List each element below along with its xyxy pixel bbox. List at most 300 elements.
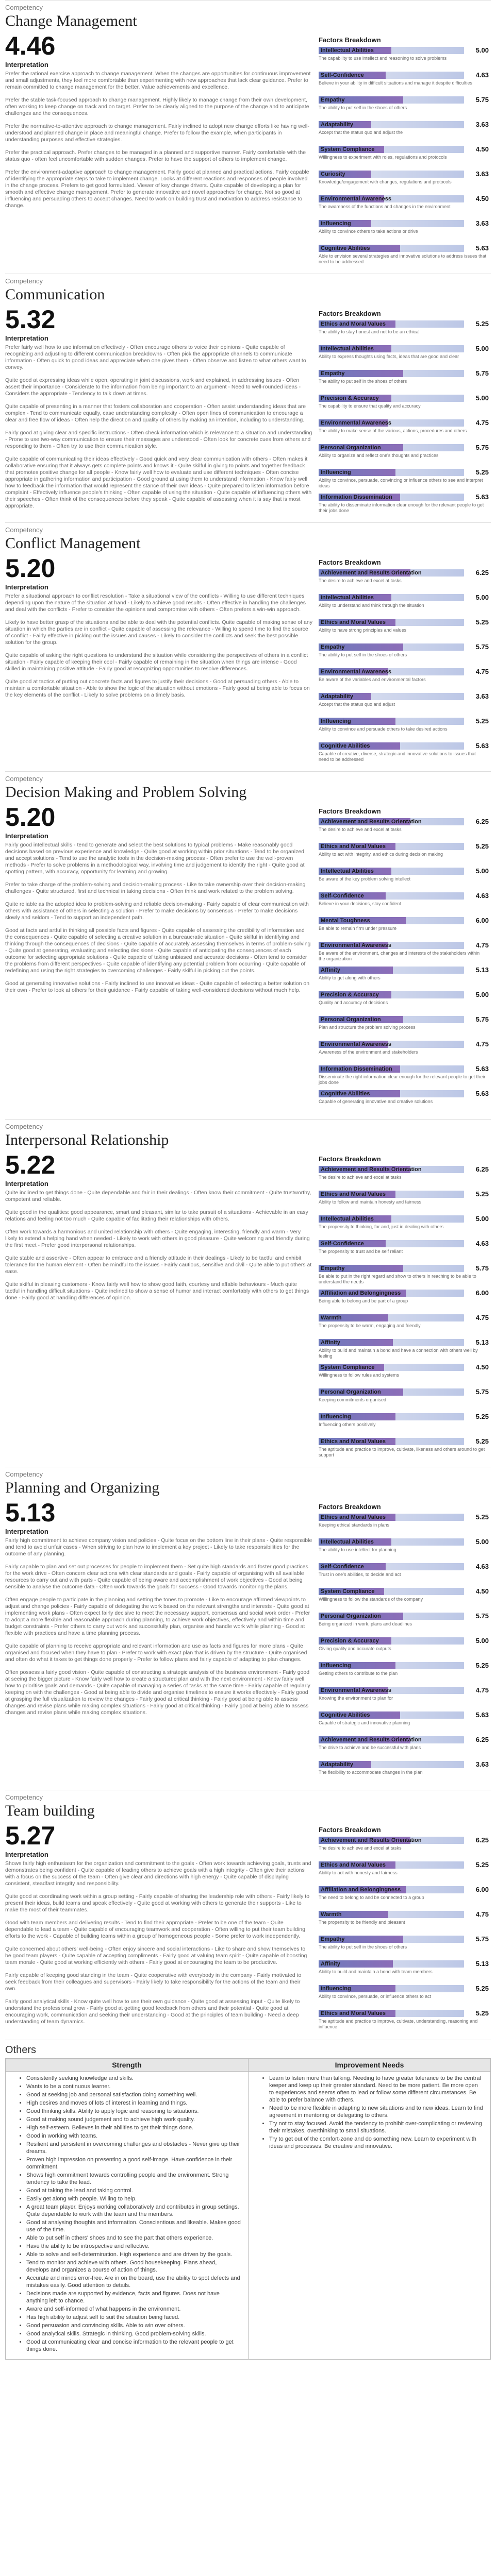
factor-bar (319, 1637, 464, 1645)
factor-row (319, 1936, 489, 1960)
interpretation-column (5, 804, 312, 1000)
factor-name: Information Dissemination (321, 1066, 392, 1072)
factor-row (319, 1637, 489, 1662)
factor-row (319, 121, 489, 146)
factor-score: 5.63 (475, 742, 489, 750)
factor-score: 3.63 (475, 170, 489, 178)
competency-title: Planning and Organizing (5, 1479, 160, 1496)
factor-score: 5.13 (475, 966, 489, 974)
competency-section (5, 771, 491, 1115)
factor-row (319, 693, 489, 718)
factor-score: 3.63 (475, 1760, 489, 1768)
factor-name: Achievement and Results Orientation (321, 1737, 422, 1743)
factor-row (319, 96, 489, 121)
strength-item: • Good at taking the lead and taking control. (26, 2187, 241, 2194)
interpretation-paragraph: Quite good at coordinating work within a group setting - Fairly capable of sharing the leadership role with others - Fairly likely to present their ideas, build teams and speak effectively - Quite good at working with others to generate their supports - Like to make the most of their teammates. (5, 1893, 310, 1913)
interpretation-label: Interpretation (5, 832, 48, 840)
competency-label: Competency (5, 1470, 43, 1478)
factor-name: Ethics and Moral Values (321, 1438, 386, 1445)
factor-bar (319, 2010, 464, 2017)
factor-name: Affiliation and Belongingness (321, 1887, 401, 1893)
strength-item: • Have the ability to be introspective and reflective. (26, 2243, 241, 2250)
factor-score: 5.00 (475, 991, 489, 998)
factor-score: 6.00 (475, 1289, 489, 1297)
factor-bar (319, 1215, 464, 1223)
factor-bar (319, 220, 464, 227)
factor-score: 4.75 (475, 1686, 489, 1694)
factor-description: Ability to get along with others (319, 975, 381, 980)
factor-row (319, 1736, 489, 1761)
factor-row (319, 1662, 489, 1687)
competency-body (5, 1500, 491, 1786)
factor-row (319, 444, 489, 469)
factor-name: Adaptability (321, 693, 353, 700)
factor-bar (319, 1861, 464, 1869)
factor-name: Achievement and Results Orientation (321, 1166, 422, 1173)
factor-row (319, 1514, 489, 1538)
factor-row (319, 146, 489, 171)
competency-section (5, 1467, 491, 1786)
factors-breakdown (319, 1823, 489, 2035)
strength-item: • Good at seeking job and personal satisfaction doing something well. (26, 2091, 241, 2098)
factor-bar (319, 843, 464, 850)
competency-title: Decision Making and Problem Solving (5, 784, 247, 801)
competency-score: 5.13 (5, 1498, 56, 1527)
factor-bar (319, 942, 464, 949)
interpretation-label: Interpretation (5, 1851, 48, 1858)
factor-score: 5.75 (475, 444, 489, 451)
interpretation-paragraphs (5, 344, 312, 510)
factor-score: 5.75 (475, 643, 489, 651)
factors-title: Factors Breakdown (319, 1826, 381, 1834)
factor-name: Cognitive Abilities (321, 245, 370, 251)
competency-score: 5.27 (5, 1821, 56, 1850)
factor-description: The desire to achieve and excel at tasks (319, 1845, 402, 1851)
competency-score: 5.20 (5, 554, 56, 583)
factor-description: Ability to convince others to take actions or drive (319, 229, 418, 234)
factor-description: The propensity to be warm, engaging and friendly (319, 1323, 421, 1328)
factors-breakdown (319, 307, 489, 518)
factor-name: Environmental Awareness (321, 1687, 391, 1693)
factor-bar (319, 1837, 464, 1844)
factor-score: 4.63 (475, 892, 489, 900)
competency-label: Competency (5, 4, 43, 11)
factor-name: Influencing (321, 469, 351, 476)
factor-score: 5.25 (475, 468, 489, 476)
factor-description: The ability to put self in the shoes of others (319, 105, 407, 110)
factor-description: The flexibility to accommodate changes in the plan (319, 1770, 423, 1775)
factor-bar (319, 1761, 464, 1768)
competency-title: Change Management (5, 12, 137, 29)
interpretation-paragraph: Quite inclined to get things done - Quite dependable and fair in their dealings - Often know their commitment - Quite trustworthy, competent and reliable. (5, 1190, 311, 1202)
factors-title: Factors Breakdown (319, 558, 381, 566)
factor-score: 5.00 (475, 46, 489, 54)
factor-row (319, 245, 489, 269)
strength-item: • Accurate and minds error-free. Are in on the board, use the ability to spot defects and mistakes easily. Good attention to details. (26, 2275, 241, 2289)
interpretation-column (5, 1500, 312, 1722)
strength-item: • Consistently seeking knowledge and skills. (26, 2075, 241, 2082)
factor-description: Ability to have strong principles and values (319, 628, 407, 633)
interpretation-paragraph: Prefer fairly well how to use information effectively - Often encourage others to voice their opinions - Quite capable of recognizing and adjusting to different communication breakdowns - Often pick the appropriate channels to communicate information - Often quick to good ideas and appreciate when one gives them - Often observe and listen to what others want to convey. (5, 344, 306, 370)
factor-name: Intellectual Abilities (321, 868, 374, 874)
factor-row (319, 967, 489, 991)
interpretation-paragraph: Shows fairly high enthusiasm for the organization and commitment to the goals - Often work towards achieving goals, trusts and demonstrates being confident - Quite capable of leading others to achieve goals with a high integrity - Often give their actions with a focus on the success of the team - Often give clear and directions with high energy - Quite capable of displaying consistent, steadfast integrity and responsibility. (5, 1860, 311, 1887)
factor-bar (319, 47, 464, 54)
factor-description: The desire to achieve and excel at tasks (319, 578, 402, 583)
factor-name: Personal Organization (321, 1016, 381, 1023)
strength-column (6, 2059, 248, 2359)
interpretation-paragraph: Good with team members and delivering results - Tend to find their appropriate - Prefer to be one of the team - Quite dependable to lead a team - Quite capable of encouraging teamwork and cooperation - Often willing to put their team building efforts to the work - Capable of building teams within a group of homogeneous people - Some prefer to work independently. (5, 1920, 305, 1939)
factor-description: Keeping commitments organised (319, 1397, 387, 1402)
strength-item: • Tend to monitor and achieve with others. Good housekeeping. Plans ahead, develops and organizes a course of action of things. (26, 2259, 241, 2274)
factor-name: Ethics and Moral Values (321, 2010, 386, 2016)
factor-name: Personal Organization (321, 1613, 381, 1619)
factor-bar (319, 892, 464, 900)
factor-bar (319, 967, 464, 974)
factor-bar (319, 643, 464, 651)
factor-description: Willingness to experiment with roles, regulations and protocols (319, 155, 447, 160)
interpretation-paragraph: Good at facts and artful in thinking all possible facts and figures - Quite capable of assessing the credibility of information and the consequences - Quite capable of selecting a creative solution in a bureaucratic situation - Quite skilful in identifying and thinking through the consequences of decisions - Quite capable of accurately assessing themselves in terms of problem-solving - Quite good at generating, evaluating and selecting decisions - Quite capable of anticipating the consequences of each outcome for selecting appropriate solutions - Quite capable of taking unbiased and accurate decisions - Often tend to consider the problems from different perspectives - Quite capable of identifying any potential problem from occurring - Quite capable of redefining and using the right strategies to overcoming challenges - Fairly skilful in picking out the points. (5, 927, 311, 974)
others-table (5, 2058, 491, 2360)
factor-row (319, 494, 489, 518)
factor-name: Self-Confidence (321, 893, 364, 899)
factor-name: Cognitive Abilities (321, 1712, 370, 1718)
strength-item: • Resilient and persistent in overcoming challenges and obstacles - Never give up their dreams. (26, 2141, 241, 2155)
factor-bar (319, 1265, 464, 1272)
factor-score: 6.00 (475, 917, 489, 924)
factor-row (319, 1314, 489, 1339)
factor-score: 5.00 (475, 594, 489, 601)
factor-description: Be able to put in the right regard and show to others in reaching to be able to understand the needs (319, 1274, 476, 1284)
competency-section (5, 1119, 491, 1463)
factor-description: Knowledge/engagement with changes, regulations and protocols (319, 179, 452, 184)
factor-name: Ethics and Moral Values (321, 843, 386, 850)
factor-description: The desire to achieve and excel at tasks (319, 1175, 402, 1180)
factor-name: Influencing (321, 221, 351, 227)
factor-bar (319, 917, 464, 924)
factor-score: 5.25 (475, 1437, 489, 1445)
factor-row (319, 1563, 489, 1588)
factor-list (319, 1837, 489, 2035)
factor-row (319, 220, 489, 245)
strength-item: • Has high ability to adjust self to suit the situation being faced. (26, 2314, 241, 2321)
factor-bar (319, 1290, 464, 1297)
factor-name: Self-Confidence (321, 72, 364, 78)
interpretation-paragraph: Often work towards a harmonious and united relationship with others - Quite engaging, interesting, friendly and warm - Very likely to extend a helping hand when needed - Likely to work with others in good pleasure - Quite welcoming and friendly during the first meet - Prefer good interpersonal relationships. (5, 1229, 310, 1248)
factor-description: Plan and structure the problem solving process (319, 1025, 416, 1030)
factor-bar (319, 1090, 464, 1097)
interpretation-label: Interpretation (5, 1180, 48, 1188)
factor-name: Influencing (321, 1986, 351, 1992)
factor-description: Accept that the status quo and adjust (319, 702, 395, 707)
factor-name: Empathy (321, 1936, 345, 1942)
factor-name: Intellectual Abilities (321, 1216, 374, 1222)
factor-description: Ability to act with honesty and fairness (319, 1870, 398, 1875)
factor-row (319, 1290, 489, 1314)
factor-bar (319, 444, 464, 451)
interpretation-paragraphs (5, 842, 312, 994)
factor-description: The drive to achieve and be successful with plans (319, 1745, 421, 1750)
factor-description: The ability to put self in the shoes of others (319, 1944, 407, 1950)
factor-bar (319, 195, 464, 202)
strength-item: • Easily get along with people. Willing to help. (26, 2195, 241, 2202)
strength-item: • Able to solve and self-determination. High experience and are driven by the goals. (26, 2251, 241, 2258)
others-title: Others (5, 2044, 37, 2056)
interpretation-paragraph: Likely to have better grasp of the situations and be able to deal with the potential conflicts. Quite capable of making sense of any situation in which the parties are in conflict - Quite capable of assessing the relevance - Willing to spend time to find the source of conflict - Fairly effective in picking out the issues and causes - Likely to consider the conflicts and seek the best possible solution for the group. (5, 619, 312, 646)
competency-section (5, 0, 491, 269)
interpretation-column (5, 555, 312, 705)
competency-body (5, 307, 491, 518)
factor-row (319, 1191, 489, 1215)
factor-row (319, 991, 489, 1016)
factor-name: Precision & Accuracy (321, 395, 379, 401)
factor-list (319, 569, 489, 767)
factor-score: 4.63 (475, 1563, 489, 1570)
factor-score: 5.00 (475, 394, 489, 402)
factor-name: Ethics and Moral Values (321, 1514, 386, 1520)
factor-name: Influencing (321, 1663, 351, 1669)
factor-name: System Compliance (321, 146, 375, 152)
factor-description: The ability to disseminate information clear enough for the relevant people to get their jobs done (319, 502, 484, 513)
competency-body (5, 1823, 491, 2035)
factor-list (319, 1166, 489, 1463)
factor-score: 5.75 (475, 369, 489, 377)
factor-bar (319, 1662, 464, 1669)
factors-breakdown (319, 804, 489, 1115)
competency-score: 5.20 (5, 803, 56, 832)
strength-item: • Good thinking skills. Ability to apply logic and reasoning to situations. (26, 2108, 241, 2115)
interpretation-paragraph: Prefer to take charge of the problem-solving and decision-making process - Like to take ownership over their decision-making challenges - Quite structured, first and technical in taking decisions - Often think and work related to the problem solving. (5, 882, 306, 894)
factor-bar (319, 1687, 464, 1694)
factor-row (319, 1166, 489, 1191)
factor-score: 4.50 (475, 145, 489, 153)
factor-bar (319, 1538, 464, 1546)
factor-description: Ability to build and maintain a bond with team members (319, 1969, 433, 1974)
factor-name: Influencing (321, 1414, 351, 1420)
strength-item: • Aware and self-informed of what happens in the environment. (26, 2306, 241, 2313)
factor-description: The awareness of the functions and changes in the environment (319, 204, 451, 209)
factor-description: Capable of generating innovative and creative solutions (319, 1099, 433, 1104)
interpretation-paragraph: Fairly good intellectual skills - tend to generate and select the best solutions to typical problems - Make reasonably good decisions based on previous experience and knowledge - Quite good at working within prior situations - Tend to be organized and accept solutions - Tend to use the analytic tools in the decision-making process - Often prefer to use the well-proven methods - Prefer to solve problems in a methodological way, involving time and judgement to identify the right - Quite good at spotting pattern, with accuracy, opportunity for learning and growing. (5, 842, 305, 875)
interpretation-paragraph: Quite stable and assertive - Often appear to embrace and a friendly attitude in their dealings - Likely to be tactful and exhibit tolerance for the human element - Often be mindful to the issues - Fairly cautious, sensitive and civil - Quite able to put others at ease. (5, 1255, 312, 1275)
factor-description: Capable of strategic and innovative planning (319, 1720, 410, 1725)
interpretation-paragraph: Good at generating innovative solutions - Fairly inclined to use innovative ideas - Quite capable of selecting a better solution on their own - Prefer to look at others for their guidance - Fairly capable of taking well-considered decisions without much help. (5, 980, 310, 993)
strength-item: • Good at communicating clear and concise information to the relevant people to get things done. (26, 2338, 241, 2353)
factor-row (319, 1861, 489, 1886)
competency-body (5, 33, 491, 269)
factors-breakdown (319, 555, 489, 767)
factor-name: Achievement and Results Orientation (321, 819, 422, 825)
interpretation-paragraph: Quite capable of planning to receive appropriate and relevant information and use as facts and figures for more plans - Quite organised and focused when they have to plan - Prefer to work with exact plan that is driven by the structure - Quite organised and often do what it takes to get things done properly - Prefer to follow plans and fairly capable of adapting to plan changes. (5, 1643, 307, 1663)
factor-bar (319, 121, 464, 128)
factor-row (319, 1265, 489, 1290)
strength-item: • High self-esteem. Believes in their abilities to get their things done. (26, 2124, 241, 2131)
factor-name: Warmth (321, 1911, 342, 1918)
factor-bar (319, 868, 464, 875)
competency-score: 5.22 (5, 1150, 56, 1179)
factor-row (319, 594, 489, 619)
factor-description: Ability to understand and think through the situation (319, 603, 424, 608)
factor-score: 5.25 (475, 842, 489, 850)
interpretation-column (5, 1823, 312, 2031)
competency-section (5, 274, 491, 518)
factor-row (319, 942, 489, 967)
factor-name: Mental Toughness (321, 918, 370, 924)
factor-row (319, 1090, 489, 1115)
interpretation-paragraph: Fairly high commitment to achieve company vision and policies - Quite focus on the bottom line in their plans - Quite responsible and tend to avoid unfair cases - When striving to plan how to implement a key project - Likely to take responsibilities for the outcome of any planning. (5, 1537, 312, 1557)
factor-bar (319, 718, 464, 725)
competency-title: Team building (5, 1802, 95, 1819)
factor-list (319, 320, 489, 518)
factor-description: Ability to follow and maintain honesty and fairness (319, 1199, 422, 1205)
strength-item: • Good at making sound judgement and to achieve high work quality. (26, 2116, 241, 2123)
factor-name: Personal Organization (321, 445, 381, 451)
factor-row (319, 195, 489, 220)
factor-score: 5.25 (475, 1413, 489, 1420)
factor-score: 5.25 (475, 1190, 489, 1198)
factor-score: 3.63 (475, 121, 489, 128)
competency-label: Competency (5, 775, 43, 783)
factor-name: Environmental Awareness (321, 420, 391, 426)
factor-score: 6.00 (475, 1886, 489, 1893)
factor-score: 4.50 (475, 1587, 489, 1595)
interpretation-paragraph: Prefer the rational exercise approach to change management. When the changes are opportunities for continuous improvement and small adjustments, they feel more comfortable than experimenting with new approaches that lack clear guidance. Prefer to remain committed to change management for the better. Value achievements and excellence. (5, 71, 311, 90)
factor-score: 5.25 (475, 1861, 489, 1869)
factor-score: 6.25 (475, 1836, 489, 1844)
factor-bar (319, 494, 464, 501)
factor-name: Empathy (321, 97, 345, 103)
factor-description: Influencing others positively (319, 1422, 376, 1427)
interpretation-column (5, 307, 312, 516)
factor-bar (319, 1041, 464, 1048)
factor-description: Trust in one's abilities, to decide and act (319, 1572, 401, 1577)
factor-name: Empathy (321, 1265, 345, 1272)
competency-label: Competency (5, 526, 43, 534)
factor-bar (319, 668, 464, 675)
factor-description: Believe in your ability in difficult situations and manage it despite difficulties (319, 80, 472, 86)
factor-description: The aptitude and practice to improve, cultivate, understanding, reasoning and influence (319, 2019, 478, 2029)
factor-name: Precision & Accuracy (321, 992, 379, 998)
factor-name: System Compliance (321, 1364, 375, 1370)
factor-name: Achievement and Results Orientation (321, 1837, 422, 1843)
factor-score: 5.00 (475, 1215, 489, 1223)
factor-score: 5.75 (475, 1935, 489, 1943)
factor-name: Ethics and Moral Values (321, 321, 386, 327)
factor-description: Being able to belong and be part of a group (319, 1298, 408, 1303)
factor-bar (319, 72, 464, 79)
factor-score: 4.75 (475, 1910, 489, 1918)
interpretation-paragraph: Prefer a situational approach to conflict resolution - Take a situational view of the conflicts - Willing to use different techniques depending upon the nature of the situation at hand - Likely to achieve good results - Often effective in handling the challenges and deal with the conflicts - Prefer to consider the opinions and compromise with others - Often prefers a win-win approach. (5, 593, 306, 613)
factor-name: Ethics and Moral Values (321, 1191, 386, 1197)
factor-row (319, 1016, 489, 1041)
interpretation-paragraphs (5, 1190, 312, 1301)
improvement-item: • Try not to stay focused. Avoid the tendency to prohibit over-complicating or reviewing their mistakes, overthinking to small situations. (269, 2120, 483, 2134)
factor-row (319, 1413, 489, 1438)
factor-score: 4.50 (475, 1363, 489, 1371)
interpretation-paragraph: Quite skilful in pleasing customers - Know fairly well how to show good faith, courtesy and affable behaviours - Much quite tactful in handling difficult situations - Quite inclined to show a sense of humor and interact comfortably with others to get things done - Fairly good at handling differences of opinion. (5, 1281, 309, 1301)
factor-name: Intellectual Abilities (321, 47, 374, 54)
factor-row (319, 1388, 489, 1413)
factor-score: 5.25 (475, 2009, 489, 2017)
interpretation-label: Interpretation (5, 334, 48, 342)
interpretation-paragraph: Prefer the stable task-focused approach to change management. Highly likely to manage change from their own development, often working to keep change on track and on target. Prefer to be clearly aligned to the purpose of the change and to anticipate challenges and the consequences. (5, 97, 309, 116)
factor-score: 3.63 (475, 692, 489, 700)
factor-row (319, 370, 489, 395)
interpretation-paragraph: Quite reliable as the adopted idea to problem-solving and reliable decision-making - Fairly capable of clear communication with others with assistance of others in selecting a solution - Prefer to make decisions by consensus - Prefer to make decisions slowly and seldom - Tend to support an independent path. (5, 901, 309, 921)
factor-bar (319, 1364, 464, 1371)
factor-bar (319, 146, 464, 153)
factor-description: The ability to use intellect for planning (319, 1547, 396, 1552)
factor-description: Capable of creative, diverse, strategic and innovative solutions to issues that need to be addressed (319, 751, 476, 762)
factor-description: Disseminate the right information clear enough for the relevant people to get their jobs done (319, 1074, 486, 1085)
factor-name: Ethics and Moral Values (321, 1862, 386, 1868)
factor-row (319, 1041, 489, 1065)
strength-item: • Good in working with teams. (26, 2132, 241, 2140)
factor-name: Warmth (321, 1315, 342, 1321)
strength-item: • Able to put self in others' shoes and to see the part that others experience. (26, 2234, 241, 2242)
others-section (5, 2040, 491, 2360)
interpretation-paragraph: Fairly good at giving clear and specific instructions - Often check information which is relevance to a situation and understanding - Prone to use two-way communication to ensure their messages are understood - Often look for concrete cues from others and responding to them - Often try to use their communication style. (5, 430, 312, 449)
factor-bar (319, 1588, 464, 1595)
factor-bar (319, 818, 464, 825)
factor-row (319, 1761, 489, 1786)
factor-name: Cognitive Abilities (321, 743, 370, 749)
factor-list (319, 818, 489, 1115)
factor-description: Be able to remain firm under pressure (319, 926, 397, 931)
factor-name: Affinity (321, 967, 340, 973)
factor-list (319, 1514, 489, 1786)
strength-item: • High desires and moves of lots of interest in learning and things. (26, 2099, 241, 2107)
factor-row (319, 718, 489, 742)
interpretation-paragraph: Quite concerned about others' well-being - Often enjoy sincere and social interactions - Like to share and show themselves to be good team players - Quite capable of accepting compliments - Fairly good at valuing team spirit - Quite capable of boosting team morale - Quite good at working efficiently with others - Fairly good at encouraging the team to be productive. (5, 1946, 307, 1965)
factor-row (319, 1065, 489, 1090)
factor-row (319, 1687, 489, 1711)
factor-score: 5.00 (475, 1637, 489, 1645)
factor-bar (319, 693, 464, 700)
strength-header: Strength (6, 2059, 248, 2072)
factor-row (319, 469, 489, 494)
factor-bar (319, 1613, 464, 1620)
factor-description: The propensity to be friendly and pleasant (319, 1920, 405, 1925)
factor-name: Ethics and Moral Values (321, 619, 386, 625)
interpretation-paragraphs (5, 71, 312, 209)
factor-bar (319, 1438, 464, 1445)
factor-bar (319, 469, 464, 476)
factors-title: Factors Breakdown (319, 807, 381, 815)
factor-name: Adaptability (321, 122, 353, 128)
interpretation-column (5, 33, 312, 215)
factor-row (319, 668, 489, 693)
factor-score: 5.13 (475, 1338, 489, 1346)
improvement-list (249, 2072, 490, 2156)
improvement-item: • Try to get out of the comfort-zone and do something new. Learn to experiment with ideas and processes. Be creative and innovative. (269, 2136, 483, 2150)
competency-score: 5.32 (5, 305, 56, 334)
factor-description: The desire to achieve and excel at tasks (319, 827, 402, 832)
factor-name: Environmental Awareness (321, 669, 391, 675)
factor-name: Curiosity (321, 171, 345, 177)
factor-list (319, 47, 489, 269)
factor-bar (319, 1065, 464, 1073)
factor-score: 4.50 (475, 195, 489, 202)
interpretation-paragraph: Often engage people to participate in the planning and setting the tones to promote - Like to encourage affirmed viewpoints to adjust and change policies - Fairly capable of delegating the work based on the relevant strengths and interests - Quite good at implementing work plans - Often expect fairly decisive to meet the necessary support, consensus and social work order - Prefer to adopt a more flexible and reasonable approach during planning, to achieve work objectives, effectively and within time and budget constraints - Prefer others to carry out work and successfully plan, organise and handle work while planning - Good at flexible with practices and have a time planning process. (5, 1597, 310, 1636)
factor-score: 5.00 (475, 1538, 489, 1546)
factor-description: Ability to build and maintain a bond and have a connection with others well by feeling (319, 1348, 478, 1359)
factor-description: The ability to put self in the shoes of others (319, 652, 407, 657)
factor-score: 5.63 (475, 1711, 489, 1719)
competency-label: Competency (5, 1123, 43, 1130)
factor-description: Willingness to follow rules and systems (319, 1372, 400, 1378)
factor-row (319, 47, 489, 72)
